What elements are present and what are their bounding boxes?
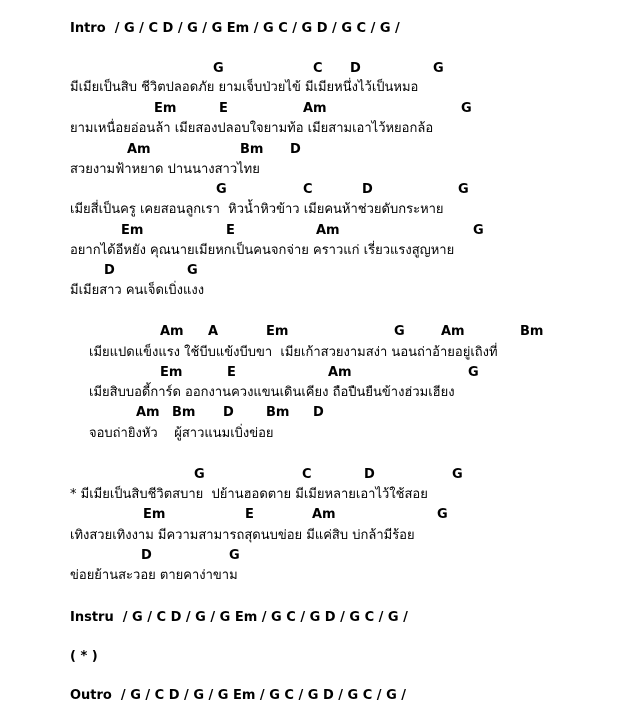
chord: Bm [266,405,290,420]
instru-line: Instru / G / C D / G / G Em / G C / G D / G C / G / [70,610,408,625]
chord: Bm [520,324,544,339]
chord: D [141,548,152,563]
chord: G [458,182,469,197]
chord: G [433,61,444,76]
chord: D [313,405,324,420]
lyric-line: เมียสิบบอดี้การ์ด ออกงานควงแขนเดินเคียง ถือปืนยืนข้างฮ่วมเฮียง [89,385,455,400]
chord: Am [160,324,184,339]
chord: E [226,223,235,238]
chord: Em [121,223,144,238]
chord: D [290,142,301,157]
chord: G [229,548,240,563]
chord: Bm [240,142,264,157]
chord: Am [441,324,465,339]
chord: Am [328,365,352,380]
chord: G [452,467,463,482]
chord: Am [316,223,340,238]
chord: G [473,223,484,238]
lyric-line: เมียสี่เป็นครู เคยสอนลูกเรา หิวน้ำหิวข้าว เมียคนห้าช่วยดับกระหาย [70,202,444,217]
chord: E [245,507,254,522]
chord: D [350,61,361,76]
chord: Em [154,101,177,116]
chord: G [394,324,405,339]
chord: G [468,365,479,380]
chord: D [364,467,375,482]
chord: Am [136,405,160,420]
lyric-line: จอบถ่ายิงหัว ผู้สาวแนมเบิ่งข่อย [89,426,274,441]
chord: D [223,405,234,420]
chord: Am [303,101,327,116]
chord: E [219,101,228,116]
lyric-line: ยามเหนื่อยอ่อนล้า เมียสองปลอบใจยามท้อ เมียสามเอาไว้หยอกล้อ [70,121,434,136]
repeat-marker: ( * ) [70,649,98,664]
chord: Bm [172,405,196,420]
lyric-line: สวยงามฟ้าหยาด ปานนางสาวไทย [70,162,260,177]
chord: Em [143,507,166,522]
lyric-line: * มีเมียเป็นสิบชีวิตสบาย ปย้านฮอดตาย มีเมียหลายเอาไว้ใช้สอย [70,487,428,502]
chord: G [437,507,448,522]
chord: G [213,61,224,76]
chord: D [104,263,115,278]
chord: D [362,182,373,197]
chord: C [313,61,323,76]
lyric-line: อยากได้อีหยัง คุณนายเมียหกเป็นคนจกจ่าย คราวแก่ เรี่ยวแรงสูญหาย [70,243,455,258]
chord: Em [266,324,289,339]
intro-line: Intro / G / C D / G / G Em / G C / G D / G C / G / [70,21,400,36]
outro-line: Outro / G / C D / G / G Em / G C / G D / G C / G / [70,688,407,703]
chord: Em [160,365,183,380]
lyric-line: เทิงสวยเทิงงาม มีความสามารถสุดนบข่อย มีแค่สิบ บ่กล้ามีร้อย [70,528,415,543]
lyric-line: เมียแปดแข็งแรง ใช้บีบแข้งบีบขา เมียเก้าสวยงามสง่า นอนถ่าอ้ายอยู่เถิงที่ [89,345,498,360]
chord: G [194,467,205,482]
chord: Am [312,507,336,522]
lyric-line: มีเมียสาว คนเจ็ดเบิ่งแงง [70,283,205,298]
lyric-line: ข่อยย้านสะวอย ตายคาง่าขาม [70,568,238,583]
lyric-line: มีเมียเป็นสิบ ชีวิตปลอดภัย ยามเจ็บป่วยไข้ มีเมียหนึ่งไว้เป็นหมอ [70,80,419,95]
chord: G [461,101,472,116]
chord: E [227,365,236,380]
chord: G [216,182,227,197]
chord: A [208,324,219,339]
chord: G [187,263,198,278]
chord: Am [127,142,151,157]
chord: C [302,467,312,482]
chord: C [303,182,313,197]
